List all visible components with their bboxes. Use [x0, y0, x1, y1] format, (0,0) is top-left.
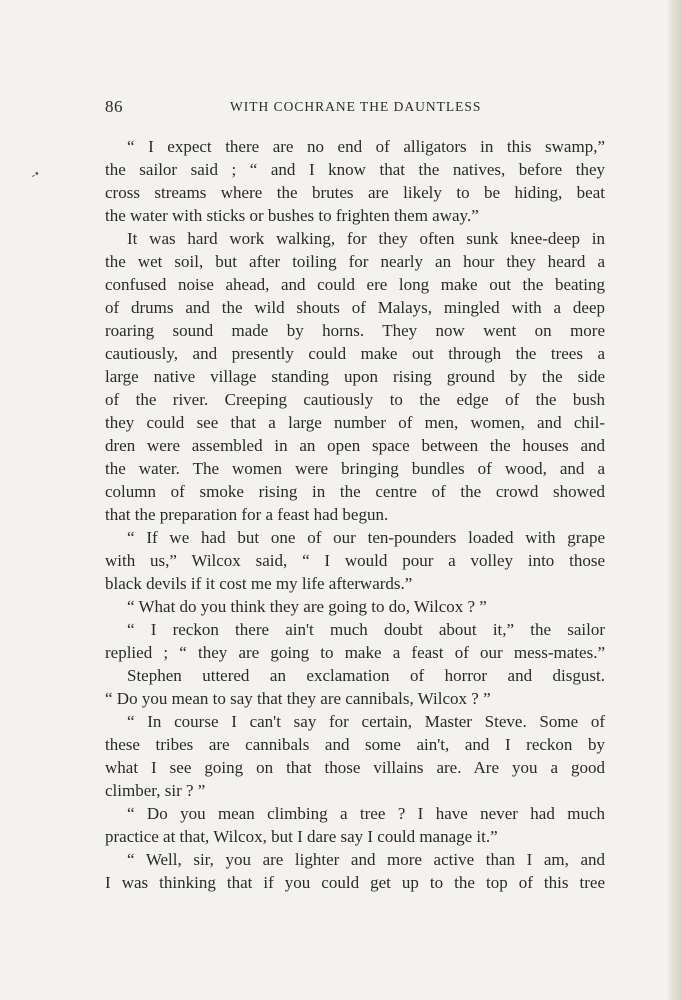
text-line: “ Do you mean to say that they are cannibals, Wilcox ? ”	[105, 689, 491, 708]
margin-mark: -•	[28, 166, 42, 183]
text-line: “ I reckon there ain't much doubt about it,” the sailor	[127, 620, 605, 639]
text-line: climber, sir ? ”	[105, 781, 206, 800]
text-line: “ What do you think they are going to do, Wilcox ? ”	[127, 597, 487, 616]
text-line: “ Do you mean climbing a tree ? I have never had much	[127, 804, 605, 823]
text-line: that the preparation for a feast had begun.	[105, 505, 389, 524]
text-line: dren were assembled in an open space between the houses and	[105, 436, 605, 455]
page-number: 86	[105, 97, 123, 116]
text-line: black devils if it cost me my life afterwards.”	[105, 574, 413, 593]
text-line: “ In course I can't say for certain, Master Steve. Some of	[127, 712, 605, 731]
body-text	[105, 135, 605, 894]
text-line: roaring sound made by horns. They now went on more	[105, 321, 605, 340]
text-line: “ I expect there are no end of alligators in this swamp,”	[127, 137, 605, 156]
text-line: replied ; “ they are going to make a feast of our mess-mates.”	[105, 643, 605, 662]
text-line: Stephen uttered an exclamation of horror and disgust.	[127, 666, 605, 685]
text-line: “ If we had but one of our ten-pounders loaded with grape	[127, 528, 605, 547]
text-line: the sailor said ; “ and I know that the natives, before they	[105, 160, 605, 179]
text-line: large native village standing upon rising ground by the side	[105, 367, 605, 386]
text-line: with us,” Wilcox said, “ I would pour a volley into those	[105, 551, 605, 570]
text-line: I was thinking that if you could get up to the top of this tree	[105, 873, 605, 892]
text-line: the water. The women were bringing bundles of wood, and a	[105, 459, 605, 478]
text-line: practice at that, Wilcox, but I dare say I could manage it.”	[105, 827, 498, 846]
text-line: of drums and the wild shouts of Malays, mingled with a deep	[105, 298, 605, 317]
text-line: column of smoke rising in the centre of the crowd showed	[105, 482, 605, 501]
text-line: cautiously, and presently could make out through the trees a	[105, 344, 605, 363]
text-line: what I see going on that those villains are. Are you a good	[105, 758, 605, 777]
text-line: the wet soil, but after toiling for nearly an hour they heard a	[105, 252, 605, 271]
text-line: the water with sticks or bushes to frighten them away.”	[105, 206, 479, 225]
text-line: “ Well, sir, you are lighter and more active than I am, and	[127, 850, 605, 869]
text-line: these tribes are cannibals and some ain't, and I reckon by	[105, 735, 605, 754]
page-edge-shadow	[668, 0, 682, 1000]
text-line: It was hard work walking, for they often sunk knee-deep in	[127, 229, 605, 248]
text-line: confused noise ahead, and could ere long make out the beating	[105, 275, 605, 294]
text-line: cross streams where the brutes are likely to be hiding, beat	[105, 183, 605, 202]
page-header	[105, 97, 605, 121]
running-head: WITH COCHRANE THE DAUNTLESS	[230, 99, 482, 114]
text-line: of the river. Creeping cautiously to the edge of the bush	[105, 390, 605, 409]
text-line: they could see that a large number of men, women, and chil-	[105, 413, 605, 432]
